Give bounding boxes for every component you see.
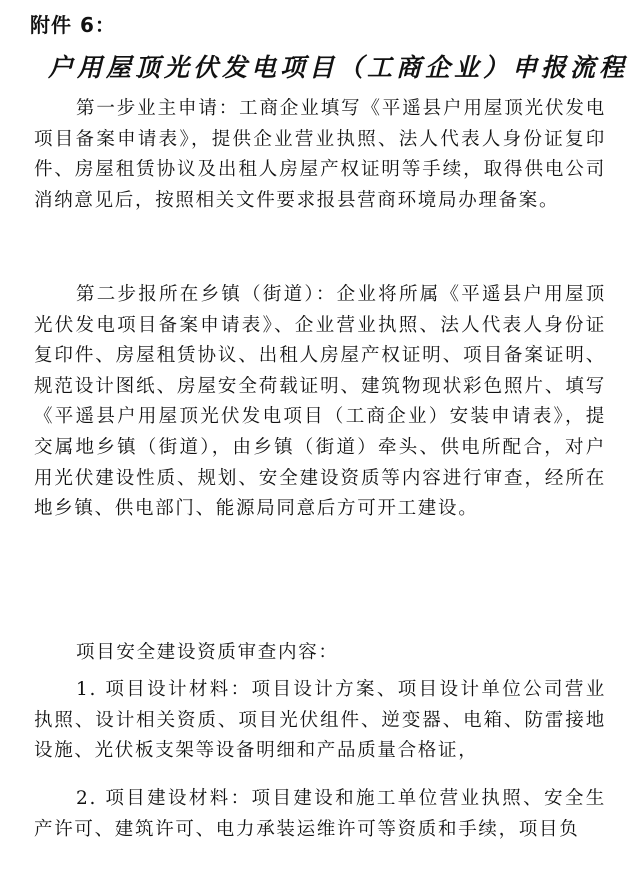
paragraph-construction-materials: 2. 项目建设材料：项目建设和施工单位营业执照、安全生产许可、建筑许可、电力承装运维许可等资质和手续，项目负 [34,788,606,840]
document-title: 户用屋顶光伏发电项目（工商企业）申报流程 [48,53,629,82]
paragraph-step-two: 第二步报所在乡镇（街道）：企业将所属《平遥县户用屋顶光伏发电项目备案申请表》、企业营业执照、法人代表人身份证复印件、房屋租赁协议、出租人房屋产权证明、项目备案证明、规范设计图纸、房屋安全荷载证明、建筑物现状彩色照片、填写《平遥县户用屋顶光伏发电项目（工商企业）安装申请表》，提交属地乡镇（街道），由乡镇（街道）牵头、供电所配合，对户用光伏建设性质、规划、安全建设资质等内容进行审查，经所在地乡镇、供电部门、能源局同意后方可开工建设。 [34,284,606,520]
paragraph-design-materials: 1. 项目设计材料：项目设计方案、项目设计单位公司营业执照、设计相关资质、项目光伏组件、逆变器、电箱、防雷接地设施、光伏板支架等设备明细和产品质量合格证， [34,679,606,762]
paragraph-step-one: 第一步业主申请：工商企业填写《平遥县户用屋顶光伏发电项目备案申请表》，提供企业营业执照、法人代表人身份证复印件、房屋租赁协议及出租人房屋产权证明等手续，取得供电公司消纳意见后，按照相关文件要求报县营商环境局办理备案。 [34,98,606,211]
paragraph-review-heading: 项目安全建设资质审查内容： [76,642,339,663]
attachment-label: 附件 6： [30,13,116,37]
